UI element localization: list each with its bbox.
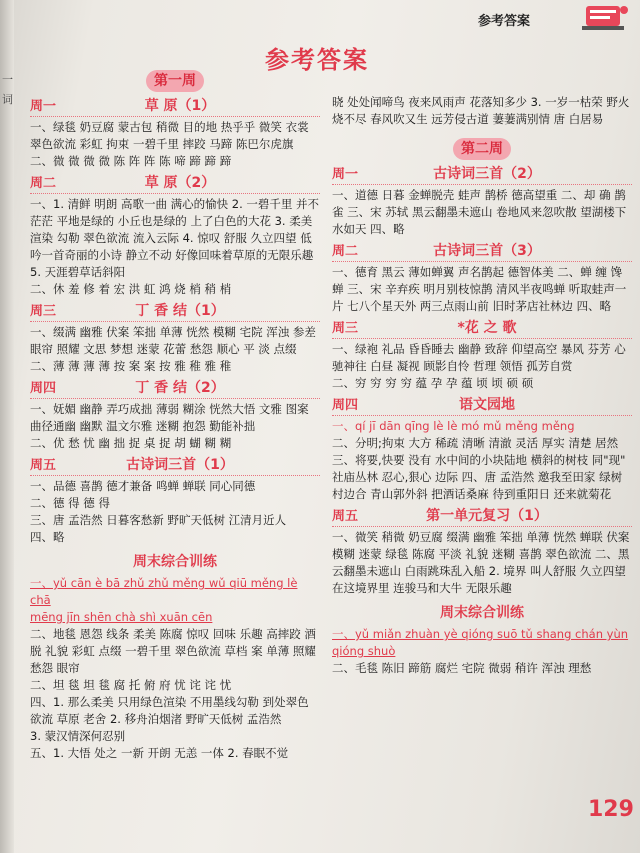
book-spine [0,0,14,853]
book-logo-icon [572,2,630,32]
section-heading: 周一 草 原（1） [30,96,320,117]
answer-line: 一、品德 喜鹊 德才兼备 鸣蝉 蝉联 同心同德 [30,479,256,493]
answer-line: 3. 蒙汉情深何忍别 [30,729,126,743]
answer-line: 二、坦 毯 坦 毯 腐 托 俯 府 忧 诧 诧 忧 [30,678,232,692]
answer-line: 二、休 羞 修 着 宏 洪 虹 鸿 烧 梢 稍 梢 [30,282,232,296]
weekend-training-heading: 周末综合训练 [440,605,524,621]
answer-line: 一、道德 日暮 金蝉脱壳 蛙声 鹊桥 德高望重 二、却 确 鹊 雀 三、宋 苏轼 黑云翻墨未遮山 卷地风来忽吹散 望湖楼下水如天 四、略 [332,188,627,236]
answer-line: 一、缀满 幽雅 伏案 笨拙 单薄 恍然 模糊 宅院 浑浊 参差 眼帘 照耀 文思 梦想 迷蒙 花蕾 愁怨 顺心 平 淡 点缀 [30,325,316,356]
section-heading: 周五 古诗词三首（1） [30,455,320,476]
page-number: 129 [588,797,634,822]
answer-line: 二、分明;拘束 大方 稀疏 清晰 清澈 灵活 厚实 清楚 居然 三、将要,快要 没有 水中间的小块陆地 横斜的树枝 同"现" 社庙丛林 忍心,狠心 边际 四、唐 孟浩然 邀我至田家 绿树村边合 青山郭外斜 把酒话桑麻 待到重阳日 还来就菊花 [332,436,626,501]
answer-line: 二、穷 穷 穷 穷 蕴 孕 孕 蕴 顷 顷 硕 硕 [332,376,534,390]
weekend-training-heading: 周末综合训练 [133,554,217,570]
answer-line: 一、微笑 稍微 奶豆腐 缀满 幽雅 笨拙 单薄 恍然 蝉联 伏案 模糊 迷蒙 绿毯 陈腐 平淡 礼貌 迷糊 喜鹊 翠色欲流 二、黑云翻墨未遮山 白雨跳珠乱入船 2. 境界 叫人舒服 久立四望 在这境界里 连骏马和大牛 无限乐趣 [332,530,630,595]
section-heading: 周五 第一单元复习（1） [332,506,632,527]
pinyin-line: 一、qí jī dān qīng lè lè mó mǔ měng měng [332,419,575,433]
section-heading: 周四 丁 香 结（2） [30,378,320,399]
answer-line: 四、1. 那么柔美 只用绿色渲染 不用墨线勾勒 到处翠色欲流 草原 老舍 2. 移舟泊烟渚 野旷天低树 孟浩然 [30,695,309,726]
answer-line: 二、优 愁 忧 幽 拙 捉 桌 捉 胡 蝴 糊 糊 [30,436,232,450]
answer-line: 二、毛毯 陈旧 蹄筋 腐烂 宅院 微弱 稍许 浑浊 理愁 [332,661,592,675]
pinyin-line: 一、yǔ cān è bā zhǔ zhǔ měng wǔ qiū měng lè chā [30,576,298,607]
answer-line: 五、1. 大悟 处之 一新 开朗 无恙 一体 2. 春眠不觉 [30,746,289,760]
margin-marks: 一 词 [2,73,13,106]
answer-line: 一、妩媚 幽静 弄巧成拙 薄弱 糊涂 恍然大悟 文雅 图案 曲径通幽 幽默 温文尔雅 迷糊 抱怨 勤能补拙 [30,402,309,433]
section-heading: 周三 *花 之 歌 [332,318,632,339]
week-badge: 第二周 [453,138,511,160]
answer-line: 二、微 微 微 微 陈 阵 阵 陈 啼 蹄 蹄 蹄 [30,154,232,168]
answer-line: 二、薄 薄 薄 薄 按 案 案 按 雅 稚 雅 稚 [30,359,232,373]
section-heading: 周一 古诗词三首（2） [332,164,632,185]
answer-line: 一、绿毯 奶豆腐 蒙古包 稍微 目的地 热乎乎 微笑 衣裳 翠色欲流 彩虹 拘束 一碧千里 摔跤 马蹄 陈巴尔虎旗 [30,120,309,151]
answer-line: 四、略 [30,530,65,544]
answer-line: 一、1. 清鲜 明朗 高歌一曲 满心的愉快 2. 一碧千里 并不茫茫 平地是绿的 小丘也是绿的 上了白色的大花 3. 柔美 渲染 勾勒 翠色欲流 流入云际 4. 惊叹 舒服 久立四望 低吟一首奇丽的小诗 静立不动 好像回味着草原的无限乐趣 5. 天涯碧草话斜阳 [30,197,320,279]
answer-line: 二、德 得 德 得 [30,496,110,510]
page-header [470,2,640,36]
section-heading: 周三 丁 香 结（1） [30,301,320,322]
pinyin-line: 一、yǔ miǎn zhuàn yè qióng suō tǔ shang chán yùn qióng shuò [332,627,629,658]
section-heading: 周二 古诗词三首（3） [332,241,632,262]
week-badge: 第一周 [146,70,204,92]
header-title: 参考答案 [478,14,531,29]
left-column [30,60,320,762]
pinyin-line: mēng jīn shēn chà shì xuān cēn [30,610,213,624]
answer-line: 二、地毯 恩怨 线条 柔美 陈腐 惊叹 回味 乐趣 高摔跤 酒脱 礼貌 彩虹 点缀 一碧千里 翠色欲流 草档 案 单薄 照耀 愁怨 眼帘 [30,627,316,675]
section-heading: 周四 语文园地 [332,395,632,416]
section-heading: 周二 草 原（2） [30,173,320,194]
answer-line: 晓 处处闻啼鸟 夜来风雨声 花落知多少 3. 一岁一枯荣 野火烧不尽 春风吹又生 远芳侵古道 萋萋满别情 唐 白居易 [332,95,630,126]
right-column [332,94,632,677]
page-title: 参考答案 [265,46,369,74]
answer-line: 一、德育 黑云 薄如蝉翼 声名鹊起 德智体美 二、蝉 缠 馋 蝉 三、宋 辛弃疾 明月别枝惊鹊 清风半夜鸣蝉 听取蛙声一片 七八个星天外 两三点雨山前 旧时茅店社林边 四、略 [332,265,627,313]
answer-line: 三、唐 孟浩然 日暮客愁新 野旷天低树 江清月近人 [30,513,287,527]
answer-line: 一、绿袍 礼品 昏昏睡去 幽静 致辞 仰望高空 暴风 芬芳 心驰神往 白昼 凝视 顾影自怜 哲理 领悟 孤芳自赏 [332,342,626,373]
